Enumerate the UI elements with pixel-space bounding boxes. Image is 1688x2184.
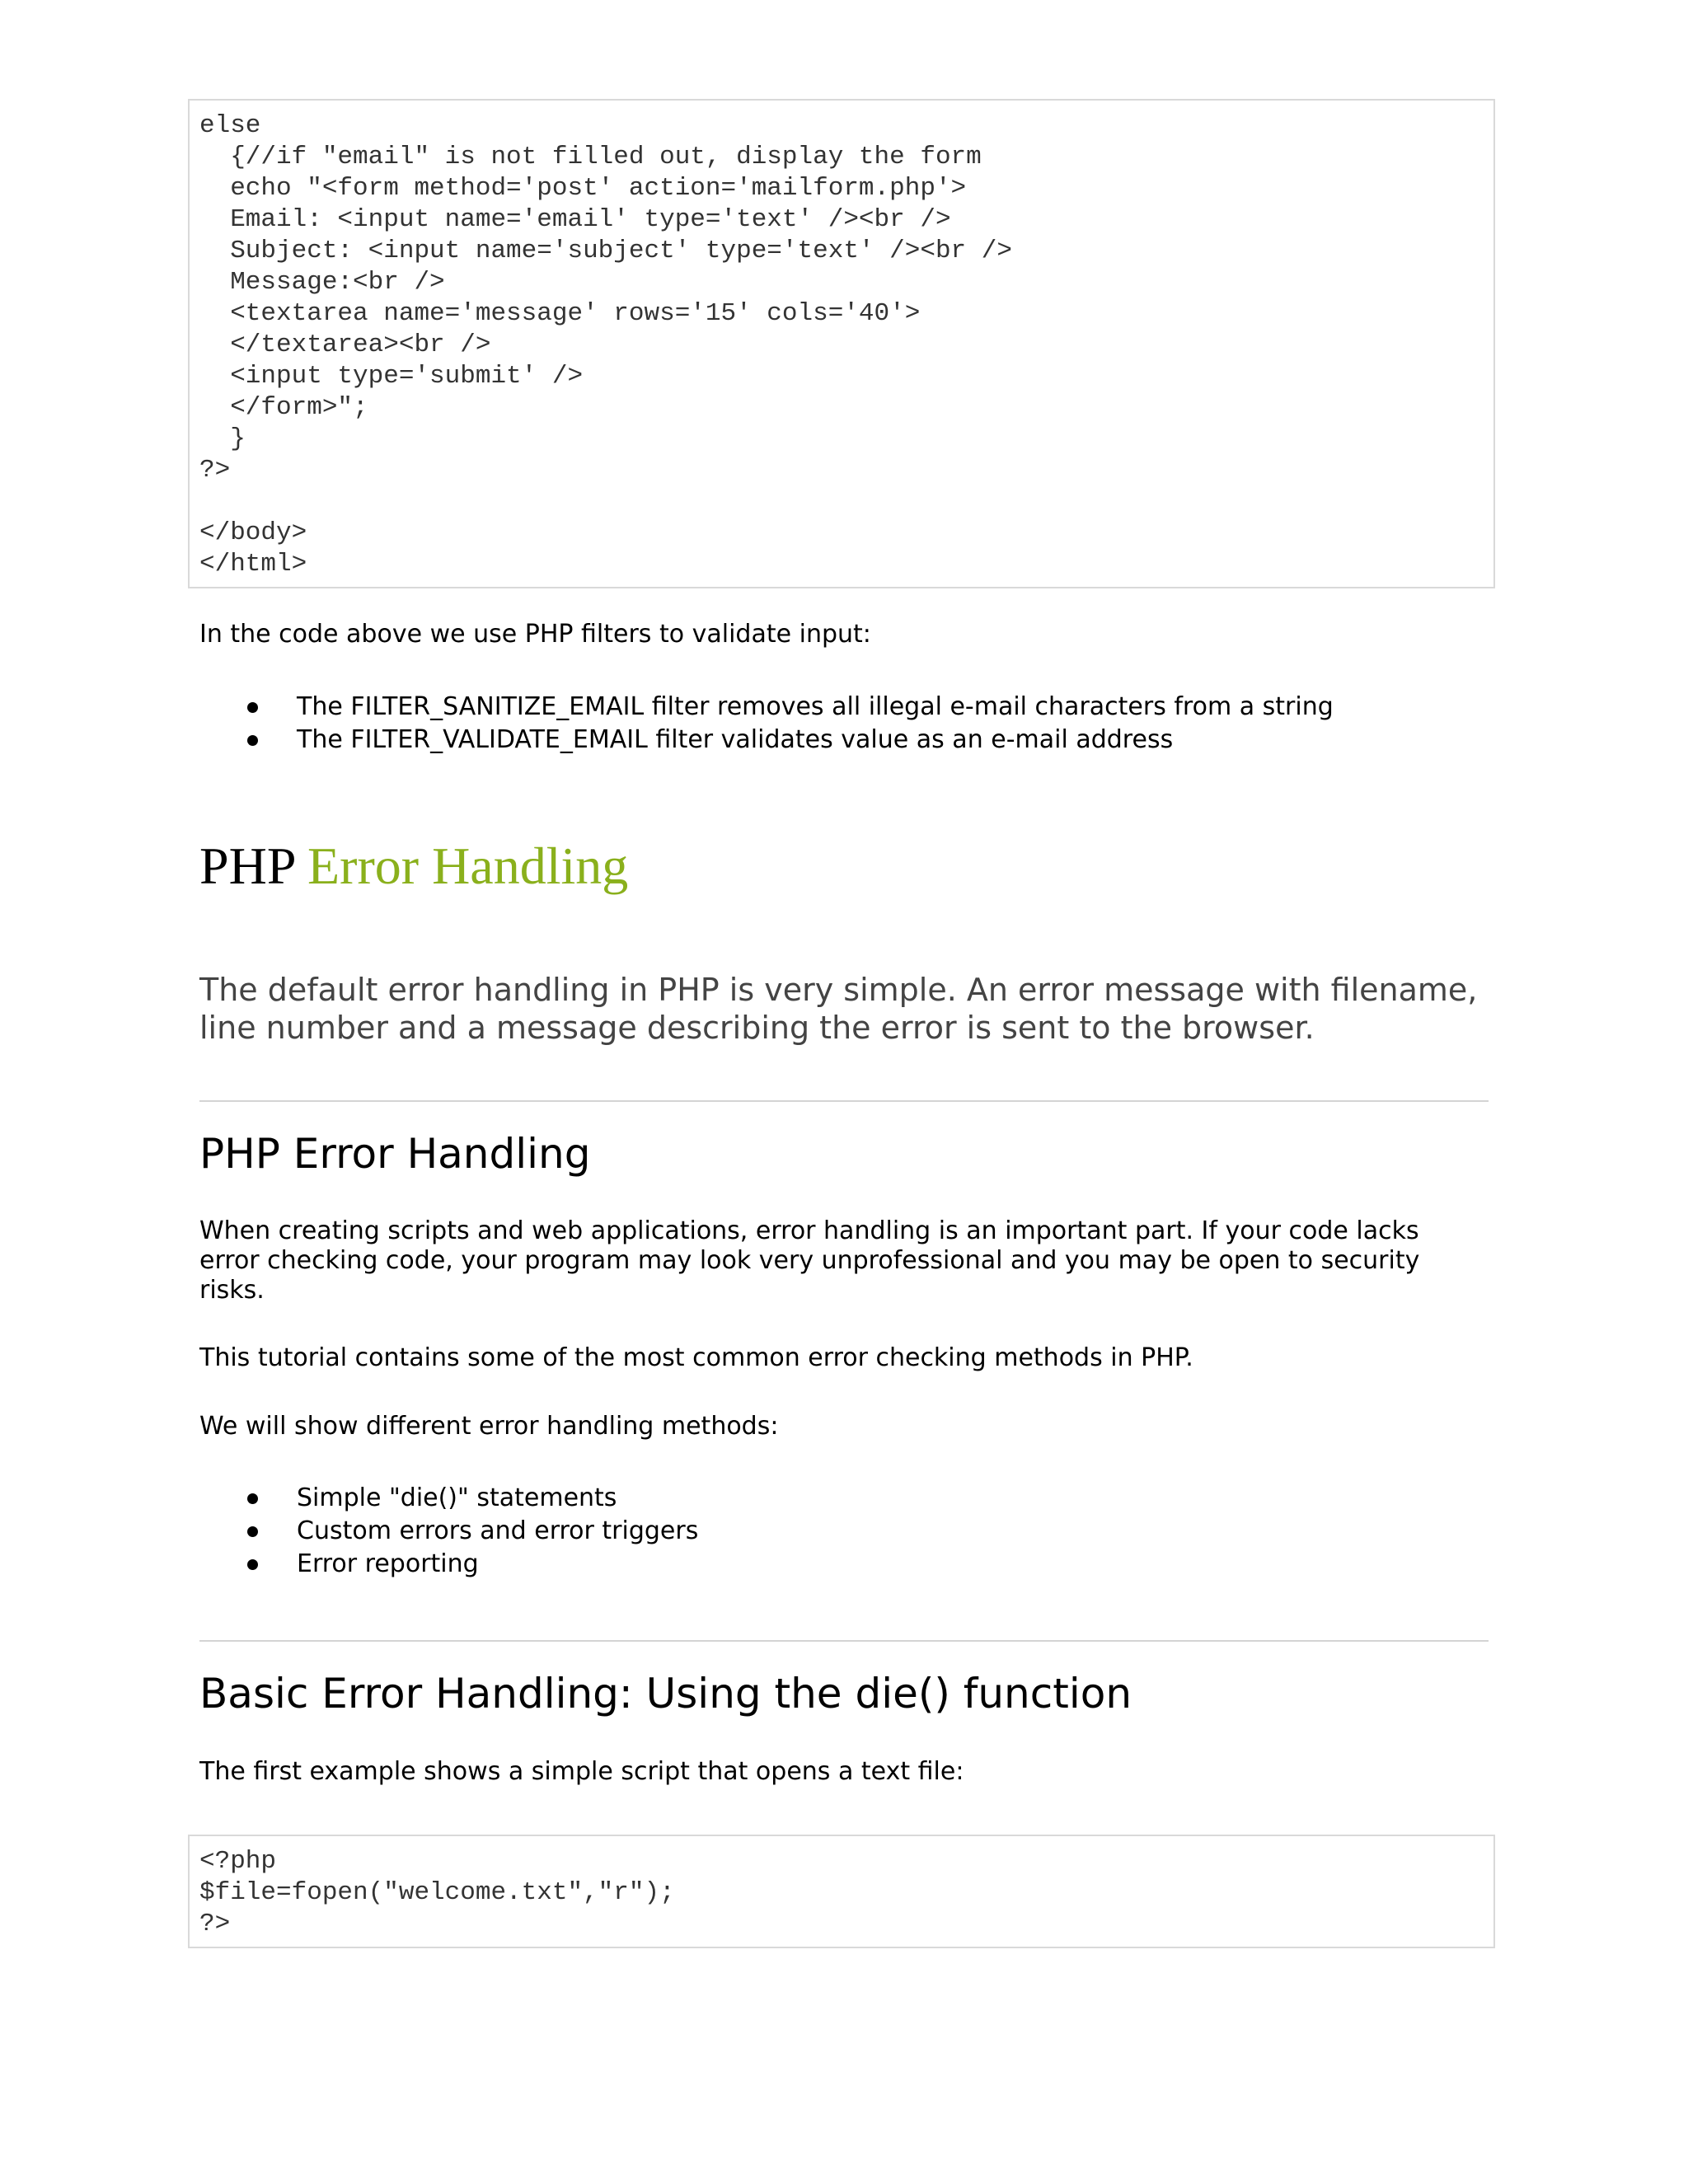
list-item-text: Simple "die()" statements <box>297 1483 617 1512</box>
section-heading-error-handling: PHP Error Handling <box>199 1130 591 1178</box>
bullet-icon <box>247 1559 258 1570</box>
code-block-mailform <box>188 99 1495 588</box>
list-item-text: Custom errors and error triggers <box>297 1516 699 1545</box>
section-heading-basic-error-handling: Basic Error Handling: Using the die() function <box>199 1670 1132 1718</box>
list-item-text: The FILTER_VALIDATE_EMAIL filter validates value as an e-mail address <box>297 725 1174 754</box>
list-item <box>199 1548 698 1581</box>
section-paragraph: We will show different error handling methods: <box>199 1412 779 1441</box>
section-paragraph: When creating scripts and web applications, error handling is an important part. If your code lacks error checking code, your program may look very unprofessional and you may be open to security risks. <box>199 1216 1420 1305</box>
list-item <box>199 691 1334 724</box>
divider <box>199 1640 1489 1642</box>
filters-intro-text: In the code above we use PHP filters to validate input: <box>199 620 871 649</box>
code-text: <?php $file=fopen("welcome.txt","r"); ?> <box>199 1847 675 1938</box>
filters-list <box>199 691 1334 757</box>
list-item <box>199 724 1334 757</box>
page-title <box>199 835 628 898</box>
page-title-prefix: PHP <box>199 837 295 895</box>
bullet-icon <box>247 1526 258 1537</box>
list-item-text: Error reporting <box>297 1549 479 1578</box>
bullet-icon <box>247 702 258 713</box>
methods-list <box>199 1482 698 1581</box>
bullet-icon <box>247 735 258 746</box>
list-item <box>199 1515 698 1548</box>
list-item-text: The FILTER_SANITIZE_EMAIL filter removes all illegal e-mail characters from a string <box>297 692 1334 721</box>
section-paragraph: This tutorial contains some of the most common error checking methods in PHP. <box>199 1343 1193 1372</box>
list-item <box>199 1482 698 1515</box>
intro-text: The default error handling in PHP is very simple. An error message with filename, line number and a message describing the error is sent to the browser. <box>199 972 1478 1046</box>
divider <box>199 1100 1489 1102</box>
bullet-icon <box>247 1493 258 1504</box>
code-block-fopen <box>188 1835 1495 1948</box>
page-title-accent: Error Handling <box>307 837 629 895</box>
code-text: else {//if "email" is not filled out, display the form echo "<form method='post' action='mailform.php'> Email: <input name='email' type='text' /><br /> Subject: <input name='subject' type='text' /><br /> Message:<br /> <textarea name='message' rows='15' cols='40'> </textarea><br /> <input type='submit' /> </form>"; } ?> </body> </html> <box>199 111 1012 579</box>
section-paragraph: The first example shows a simple script that opens a text file: <box>199 1757 964 1786</box>
